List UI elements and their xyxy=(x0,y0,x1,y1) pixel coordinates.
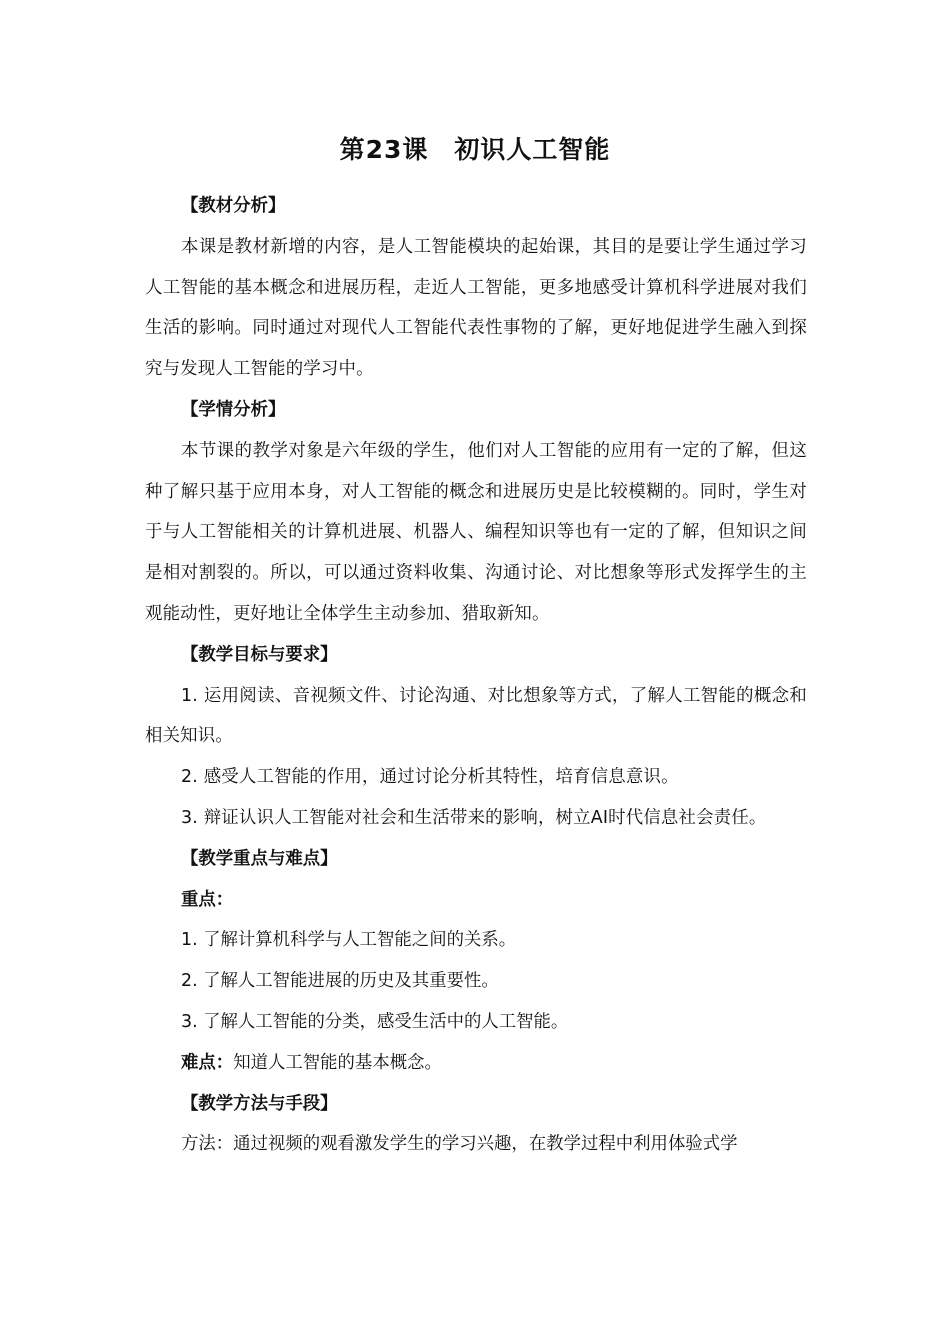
key-point-item: 1. 了解计算机科学与人工智能之间的关系。 xyxy=(181,930,517,951)
section-heading-goals: 【教学目标与要求】 xyxy=(181,644,338,665)
goal-item: 1. 运用阅读、音视频文件、讨论沟通、对比想象等方式，了解人工智能的概念和相关知识。 xyxy=(145,685,807,747)
key-point-item: 3. 了解人工智能的分类，感受生活中的人工智能。 xyxy=(181,1011,569,1032)
paragraph-learner: 本节课的教学对象是六年级的学生，他们对人工智能的应用有一定的了解，但这种了解只基于应用本身，对人工智能的概念和进展历史是比较模糊的。同时，学生对于与人工智能相关的计算机进展、机器人、编程知识等也有一定的了解，但知识之间是相对割裂的。所以，可以通过资料收集、沟通讨论、对比想象等形式发挥学生的主观能动性，更好地让全体学生主动参加、猎取新知。 xyxy=(145,440,807,624)
key-point-item: 2. 了解人工智能进展的历史及其重要性。 xyxy=(181,971,499,992)
paragraph-method: 方法：通过视频的观看激发学生的学习兴趣，在教学过程中利用体验式学 xyxy=(181,1134,738,1155)
section-heading-learner: 【学情分析】 xyxy=(181,399,286,420)
document-body xyxy=(145,186,807,1165)
key-points-label: 重点： xyxy=(181,889,234,910)
difficulty-line xyxy=(145,1043,807,1084)
goal-item: 3. 辩证认识人工智能对社会和生活带来的影响，树立AI时代信息社会责任。 xyxy=(181,807,767,828)
difficulty-label: 难点： xyxy=(181,1052,234,1073)
section-heading-analysis: 【教材分析】 xyxy=(181,196,286,216)
difficulty-text: 知道人工智能的基本概念。 xyxy=(233,1052,442,1073)
paragraph-analysis: 本课是教材新增的内容，是人工智能模块的起始课，其目的是要让学生通过学习人工智能的基本概念和进展历程，走近人工智能，更多地感受计算机科学进展对我们生活的影响。同时通过对现代人工智能代表性事物的了解，更好地促进学生融入到探究与发现人工智能的学习中。 xyxy=(145,236,807,380)
title-lesson-name: 初识人工智能 xyxy=(454,135,611,164)
section-heading-key-points: 【教学重点与难点】 xyxy=(181,848,338,869)
title-lesson-number: 第23课 xyxy=(339,135,429,164)
goal-item: 2. 感受人工智能的作用，通过讨论分析其特性，培育信息意识。 xyxy=(181,767,679,788)
section-heading-method: 【教学方法与手段】 xyxy=(181,1093,338,1114)
page-title xyxy=(0,132,950,168)
